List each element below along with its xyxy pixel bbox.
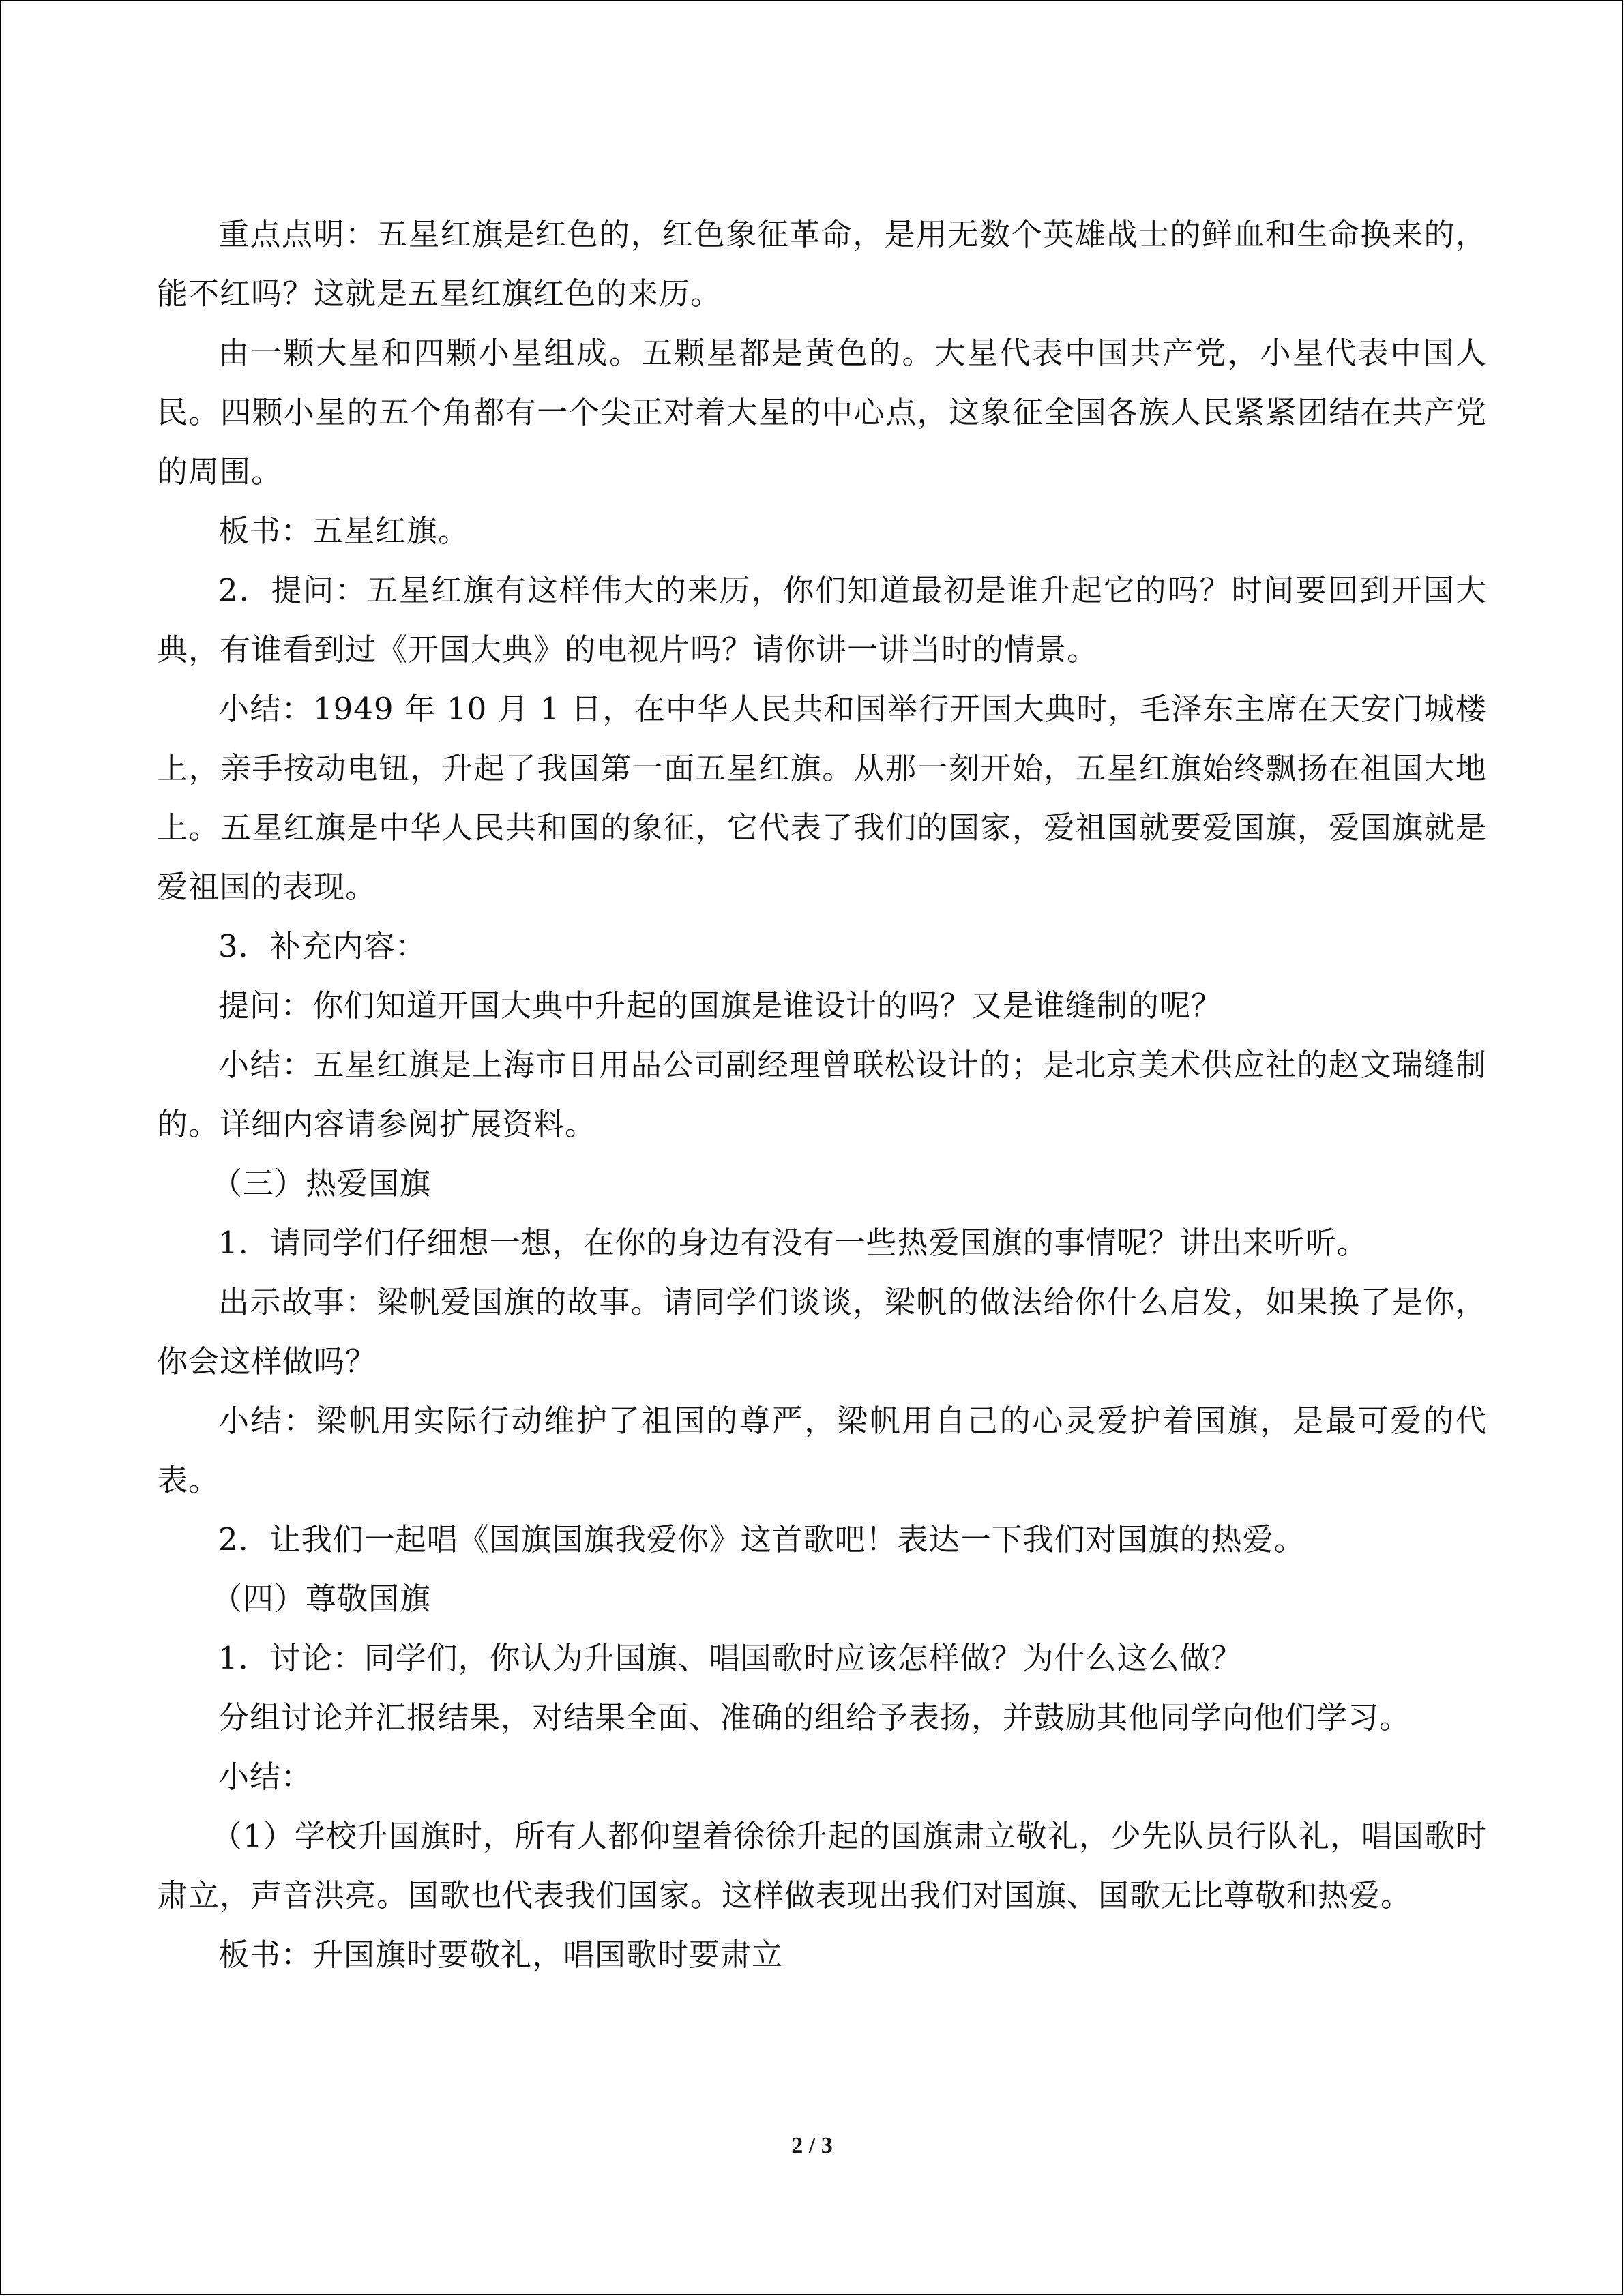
paragraph-board-salute: 板书：升国旗时要敬礼，唱国歌时要肃立: [218, 1937, 784, 1973]
paragraph-question-designer: 提问：你们知道开国大典中升起的国旗是谁设计的吗？又是谁缝制的呢？: [218, 987, 1223, 1024]
section-heading-respect-flag: （四）尊敬国旗: [211, 1581, 432, 1617]
section-heading-love-flag: （三）热爱国旗: [211, 1165, 432, 1202]
paragraph-board-flag: 板书：五星红旗。: [218, 513, 470, 549]
paragraph-summary-designer: 小结：五星红旗是上海市日用品公司副经理曾联松设计的；是北京美术供应社的赵文瑞缝制的。详细内容请参阅扩展资料。: [157, 1047, 1487, 1142]
page-number: 2 / 3: [791, 2133, 833, 2158]
paragraph-school-flag: （1）学校升国旗时，所有人都仰望着徐徐升起的国旗肃立敬礼，少先队员行队礼，唱国歌时肃立，声音洪亮。国歌也代表我们国家。这样做表现出我们对国旗、国歌无比尊敬和热爱。: [157, 1818, 1487, 1913]
paragraph-summary-liangfan: 小结：梁帆用实际行动维护了祖国的尊严，梁帆用自己的心灵爱护着国旗，是最可爱的代表。: [157, 1403, 1487, 1498]
document-body: [157, 205, 1487, 1984]
paragraph-discussion: 1．讨论：同学们，你认为升国旗、唱国歌时应该怎样做？为什么这么做？: [218, 1640, 1243, 1676]
paragraph-supplement: 3．补充内容：: [218, 928, 427, 964]
paragraph-story: 出示故事：梁帆爱国旗的故事。请同学们谈谈，梁帆的做法给你什么启发，如果换了是你，你会这样做吗？: [157, 1284, 1487, 1380]
paragraph-sing: 2．让我们一起唱《国旗国旗我爱你》这首歌吧！表达一下我们对国旗的热爱。: [218, 1521, 1305, 1557]
paragraph-key-point: 重点点明：五星红旗是红色的，红色象征革命，是用无数个英雄战士的鲜血和生命换来的，能不红吗？这就是五星红旗红色的来历。: [157, 216, 1487, 312]
paragraph-group-report: 分组讨论并汇报结果，对结果全面、准确的组给予表扬，并鼓励其他同学向他们学习。: [218, 1699, 1411, 1735]
paragraph-think: 1．请同学们仔细想一想，在你的身边有没有一些热爱国旗的事情呢？讲出来听听。: [218, 1225, 1368, 1261]
paragraph-stars: 由一颗大星和四颗小星组成。五颗星都是黄色的。大星代表中国共产党，小星代表中国人民。四颗小星的五个角都有一个尖正对着大星的中心点，这象征全国各族人民紧紧团结在共产党的周围。: [157, 335, 1487, 490]
paragraph-summary-1949: 小结：1949 年 10 月 1 日，在中华人民共和国举行开国大典时，毛泽东主席在天安门城楼上，亲手按动电钮，升起了我国第一面五星红旗。从那一刻开始，五星红旗始终飘扬在祖国大地上。五星红旗是中华人民共和国的象征，它代表了我们的国家，爱祖国就要爱国旗，爱国旗就是爱祖国的表现。: [157, 691, 1487, 905]
paragraph-question-2: 2．提问：五星红旗有这样伟大的来历，你们知道最初是谁升起它的吗？时间要回到开国大典，有谁看到过《开国大典》的电视片吗？请你讲一讲当时的情景。: [157, 572, 1487, 668]
paragraph-summary-label: 小结：: [218, 1759, 313, 1795]
